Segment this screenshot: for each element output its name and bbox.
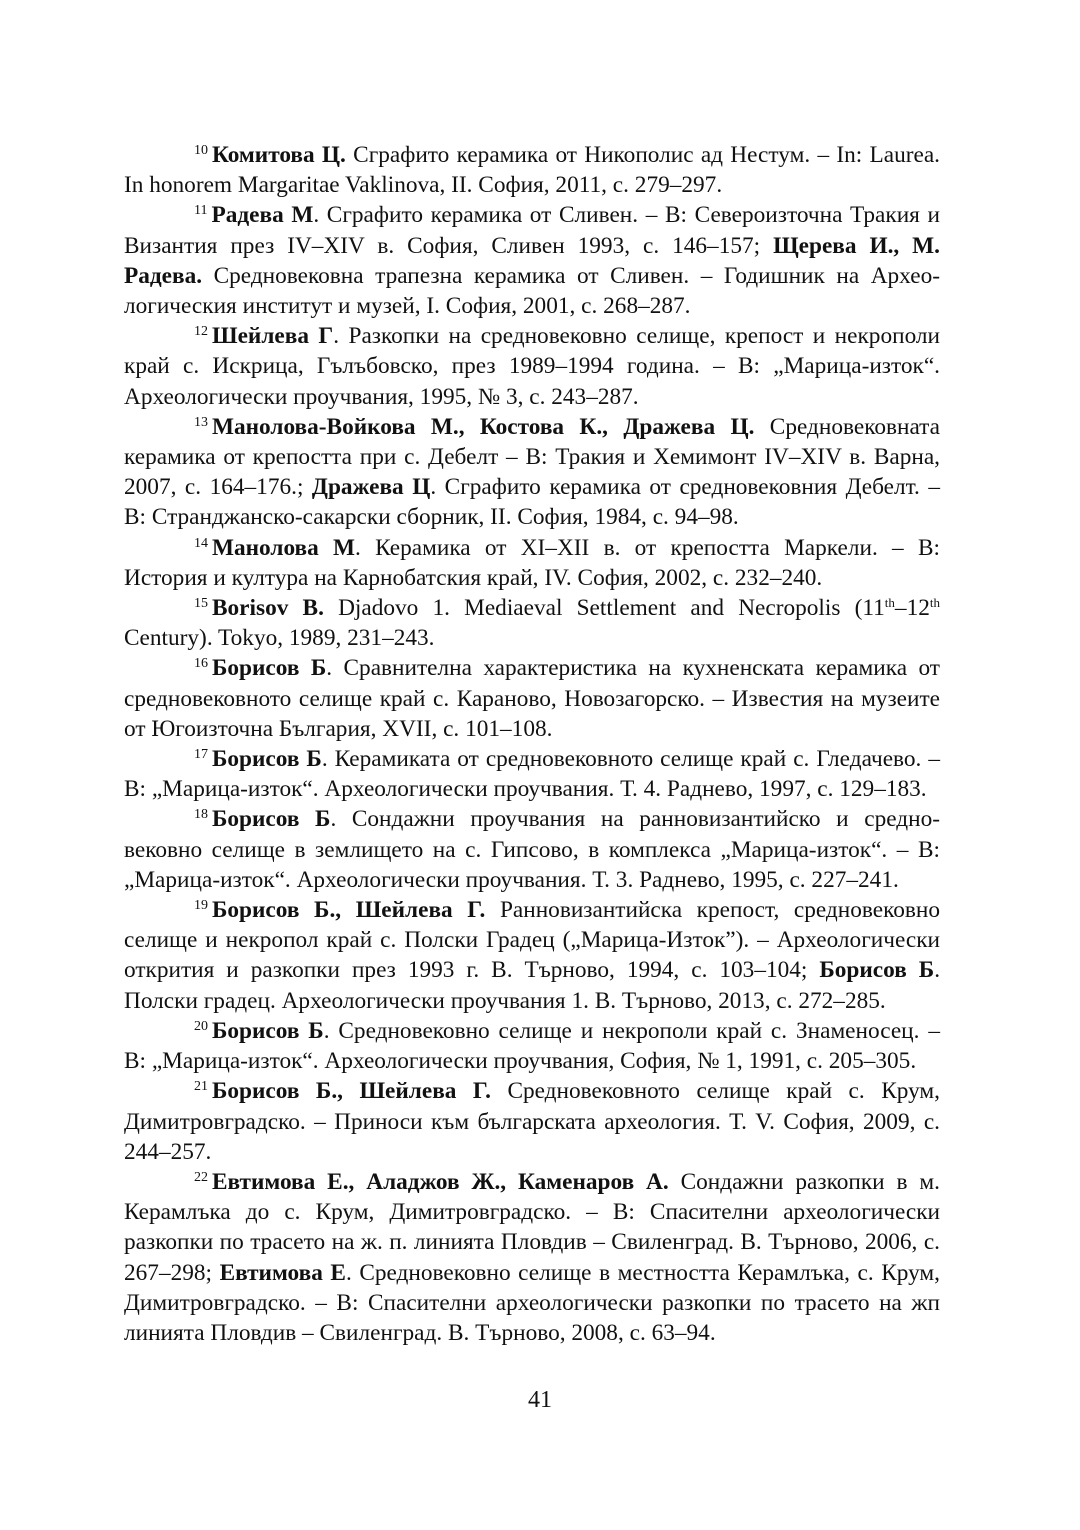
footnote-text: . Сграфито керамика от Сливен. – В: Североизточна Тракия и Византия през IV–XIV в. София, Сливен 1993, с. 146–157; bbox=[124, 202, 940, 259]
footnote-number: 14 bbox=[194, 535, 208, 551]
footnote-author: Борисов Б bbox=[212, 1017, 324, 1044]
footnote-number: 19 bbox=[194, 898, 208, 914]
footnote-17 bbox=[124, 744, 940, 804]
footnote-text-middle: –12 bbox=[894, 595, 930, 622]
footnote-author: Манолова М bbox=[212, 534, 356, 561]
footnote-number: 15 bbox=[194, 596, 208, 612]
footnote-author-secondary: Дражева Ц bbox=[311, 474, 431, 501]
footnote-author: Борисов Б., Шейлева Г. bbox=[212, 897, 486, 924]
footnote-author: Борисов Б bbox=[212, 806, 331, 833]
footnote-text-secondary: . Полски градец. Археологически проучвания 1. В. Търново, 2013, с. 272–285. bbox=[124, 957, 941, 1014]
footnote-15 bbox=[124, 593, 940, 653]
footnote-text-secondary: . Средновековно селище в местността Керамлъка, с. Крум, Димитровградско. – В: Спасителни археологически разкопки по трасето на жп линията Пловдив – Свиленград. В. Търново, 2008, с. 63–94. bbox=[124, 1259, 940, 1346]
footnotes-block bbox=[124, 140, 940, 1348]
footnote-number: 12 bbox=[194, 324, 208, 340]
footnote-22 bbox=[124, 1167, 940, 1348]
footnote-text: Djadovo 1. Mediaeval Settlement and Necropolis (11 bbox=[323, 595, 885, 622]
page-number: 41 bbox=[528, 1387, 552, 1413]
footnote-text-secondary: Century). Tokyo, 1989, 231–243. bbox=[124, 625, 435, 652]
footnote-text: Средновековното селище край с. Крум, Димитровградско. – Приноси към българската археология. Т. V. София, 2009, с. 244–257. bbox=[124, 1078, 940, 1165]
footnote-text-secondary: . Сграфито керамика от средновековния Дебелт. – В: Странджанско-сакарски сборник, II. София, 1984, с. 94–98. bbox=[124, 474, 940, 531]
footnote-10 bbox=[124, 140, 940, 200]
footnote-text: Сграфито керамика от Никополис ад Нестум. – In: Laurea. In honorem Margaritae Vaklinova, II. София, 2011, с. 279–297. bbox=[124, 142, 940, 199]
footnote-text-secondary: Средновековна трапезна керамика от Сливен. – Годишник на Археологическия институт и музей, I. София, 2001, с. 268–287. bbox=[124, 262, 940, 320]
footnote-text: . Разкопки на средновековно селище, крепост и некрополи край с. Искрица, Гълъбовско, през 1989–1994 година. – В: „Марица-изток“. Археологически проучвания, 1995, № 3, с. 243–287. bbox=[124, 323, 940, 410]
footnote-number: 17 bbox=[194, 747, 208, 763]
footnote-14 bbox=[124, 533, 940, 593]
footnote-text: . Керамиката от средновековното селище край с. Гледачево. – В: „Марица-изток“. Археологически проучвания. Т. 4. Раднево, 1997, с. 129–183. bbox=[124, 746, 940, 803]
footnote-author: Борисов Б bbox=[212, 655, 327, 682]
footnote-16 bbox=[124, 653, 940, 744]
footnote-text: Сондажни разкопки в м. Керамлъка до с. Крум, Димитровградско. – В: Спасителни археологически разкопки по трасето на ж. п. линията Пловдив – Свиленград. В. Търново, 2006, с. 267–298; bbox=[124, 1168, 940, 1286]
footnote-18 bbox=[124, 804, 940, 895]
footnote-text: Средновековната керамика от крепостта при с. Дебелт – В: Тракия и Хемимонт IV–XIV в. Варна, 2007, с. 164–176.; bbox=[124, 413, 940, 501]
ordinal-suffix: th bbox=[929, 595, 940, 611]
footnote-number: 21 bbox=[194, 1079, 208, 1095]
footnote-author-secondary: Евтимова Е bbox=[219, 1259, 346, 1286]
footnote-number: 16 bbox=[194, 656, 208, 672]
footnote-13 bbox=[124, 412, 940, 533]
footnote-12 bbox=[124, 321, 940, 412]
ordinal-suffix: th bbox=[884, 595, 895, 611]
footnote-author: Борисов Б., Шейлева Г. bbox=[212, 1078, 491, 1105]
footnote-author: Манолова-Войкова М., Костова К., Дражева Ц. bbox=[212, 413, 755, 440]
footnote-20 bbox=[124, 1016, 940, 1076]
footnote-text: . Сравнителна характеристика на кухненската керамика от средновековното селище край с. Караново, Новозагорско. – Известия на музеите от Югоизточна България, XVII, с. 101–108. bbox=[124, 655, 940, 742]
footnote-author: Борисов Б bbox=[212, 746, 322, 773]
footnote-number: 18 bbox=[194, 807, 208, 823]
footnote-text: Ранновизантийска крепост, средновековно селище и некропол край с. Полски Градец („Марица-Изток”). – Археологически открития и разкопки през 1993 г. В. Търново, 1994, с. 103–104; bbox=[124, 897, 940, 984]
footnote-number: 10 bbox=[194, 143, 208, 158]
footnote-19 bbox=[124, 895, 940, 1016]
footnote-11 bbox=[124, 200, 940, 321]
footnote-text: . Керамика от XI–XII в. от крепостта Маркели. – В: История и култура на Карнобатския край, IV. София, 2002, с. 232–240. bbox=[124, 534, 940, 591]
footnote-author: Радева М bbox=[211, 202, 314, 229]
footnote-text: . Сондажни проучвания на ранновизантийско и средновековно селище в землището на с. Гипсово, в комплекса „Марица-изток“. – В: „Марица-изток“. Археологически проучвания. Т. 3. Раднево, 1995, с. 227–241. bbox=[124, 806, 940, 893]
footnote-author: Комитова Ц. bbox=[212, 142, 346, 168]
footnote-text: . Средновековно селище и некрополи край с. Знаменосец. – В: „Марица-изток“. Археологически проучвания, София, № 1, 1991, с. 205–305. bbox=[124, 1017, 940, 1075]
footnote-21 bbox=[124, 1076, 940, 1167]
footnote-author: Borisov B. bbox=[212, 595, 324, 622]
footnote-number: 20 bbox=[194, 1018, 208, 1034]
footnote-author: Евтимова Е., Аладжов Ж., Каменаров А. bbox=[212, 1168, 669, 1195]
footnote-author: Шейлева Г bbox=[212, 323, 334, 350]
footnote-author-secondary: Борисов Б bbox=[819, 957, 935, 984]
footnote-number: 22 bbox=[194, 1169, 208, 1185]
footnote-author-secondary: Щерева И., М. Радева. bbox=[124, 232, 940, 289]
footnote-number: 11 bbox=[194, 203, 208, 219]
footnote-number: 13 bbox=[194, 414, 208, 430]
